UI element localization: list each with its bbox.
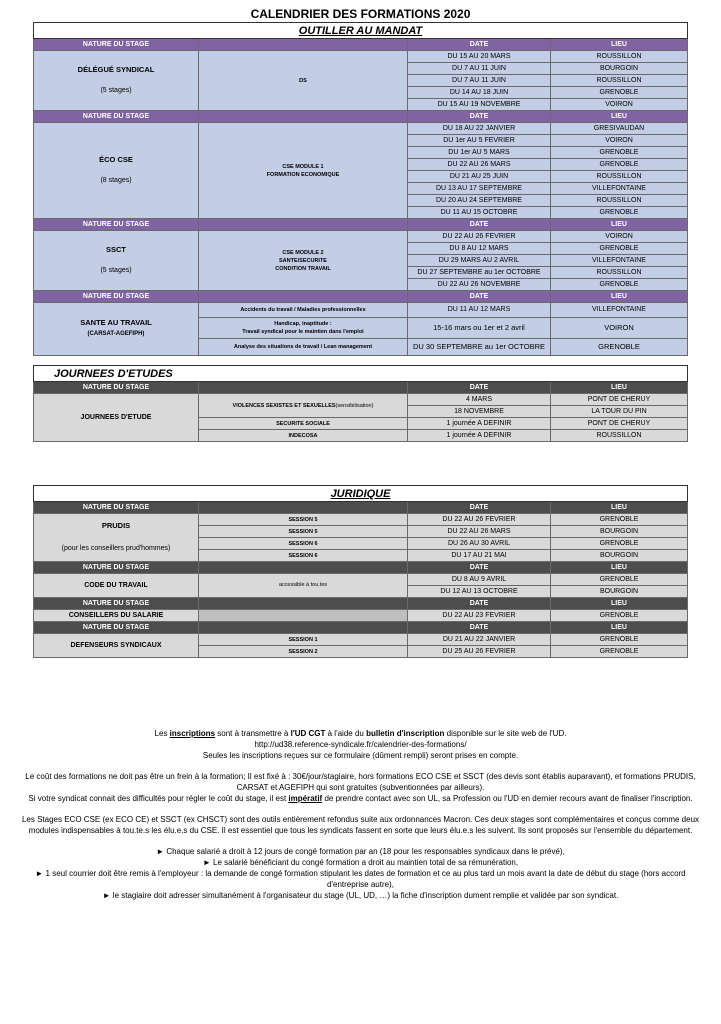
date-cell: DU 15 AU 20 MARS — [408, 51, 551, 63]
header-nature: NATURE DU STAGE — [34, 291, 199, 303]
module-cell: SESSION 5 — [199, 526, 408, 538]
header-lieu: LIEU — [551, 622, 688, 634]
site-link[interactable]: http://ud38.reference-syndicale.fr/calendrier-des-formations/ — [254, 740, 467, 749]
lieu-cell: ROUSSILLON — [551, 51, 688, 63]
header-date: DATE — [408, 111, 551, 123]
date-cell: DU 1er AU 5 MARS — [408, 147, 551, 159]
lieu-cell: ROUSSILLON — [551, 430, 688, 442]
date-cell: DU 21 AU 25 JUIN — [408, 171, 551, 183]
date-cell: 18 NOVEMBRE — [408, 406, 551, 418]
date-cell: DU 18 AU 22 JANVIER — [408, 123, 551, 135]
section-title-row — [34, 486, 688, 502]
date-cell: DU 25 AU 26 FEVRIER — [408, 646, 551, 658]
date-cell: DU 14 AU 18 JUIN — [408, 87, 551, 99]
bullet-item: ► Chaque salarié a droit à 12 jours de congé formation par an (18 pour les responsables syndicaux dans le prévé), — [156, 847, 565, 856]
date-cell: DU 22 AU 26 MARS — [408, 526, 551, 538]
table-row — [34, 394, 688, 406]
lieu-cell: VOIRON — [551, 135, 688, 147]
table-row — [34, 610, 688, 622]
header-lieu: LIEU — [551, 562, 688, 574]
nature-ssct: SSCT (5 stages) — [34, 231, 199, 291]
lieu-cell: GRENOBLE — [551, 147, 688, 159]
header-date: DATE — [408, 291, 551, 303]
header-lieu: LIEU — [551, 111, 688, 123]
lieu-cell: BOURGOIN — [551, 526, 688, 538]
lieu-cell: VILLEFONTAINE — [551, 183, 688, 195]
module-cell: SESSION 6 — [199, 538, 408, 550]
lieu-cell: VILLEFONTAINE — [551, 303, 688, 318]
date-cell: DU 11 AU 12 MARS — [408, 303, 551, 318]
header-nature: NATURE DU STAGE — [34, 598, 199, 610]
module-cell — [199, 610, 408, 622]
module-cell: SESSION 6 — [199, 550, 408, 562]
lieu-cell: VOIRON — [551, 318, 688, 339]
header-row — [34, 291, 688, 303]
header-lieu: LIEU — [551, 219, 688, 231]
date-cell: DU 22 AU 26 FEVRIER — [408, 514, 551, 526]
date-cell: DU 22 AU 23 FEVRIER — [408, 610, 551, 622]
date-cell: DU 27 SEPTEMBRE au 1er OCTOBRE — [408, 267, 551, 279]
date-cell: 4 MARS — [408, 394, 551, 406]
table-row — [34, 231, 688, 243]
date-cell: DU 22 AU 26 MARS — [408, 159, 551, 171]
date-cell: DU 8 AU 12 MARS — [408, 243, 551, 255]
date-cell: DU 15 AU 19 NOVEMBRE — [408, 99, 551, 111]
date-cell: DU 26 AU 30 AVRIL — [408, 538, 551, 550]
page-title: CALENDRIER DES FORMATIONS 2020 — [250, 7, 471, 21]
nature-prudis: PRUDIS (pour les conseillers prud'hommes) — [34, 514, 199, 562]
header-date: DATE — [408, 502, 551, 514]
module-ds: DS — [199, 51, 408, 111]
header-nature: NATURE DU STAGE — [34, 562, 199, 574]
lieu-cell: GRENOBLE — [551, 538, 688, 550]
nature-code: CODE DU TRAVAIL — [34, 574, 199, 598]
header-date: DATE — [408, 598, 551, 610]
lieu-cell: PONT DE CHERUY — [551, 394, 688, 406]
header-date: DATE — [408, 219, 551, 231]
header-nature: NATURE DU STAGE — [34, 39, 199, 51]
lieu-cell: GRENOBLE — [551, 159, 688, 171]
nature-defenseurs: DEFENSEURS SYNDICAUX — [34, 634, 199, 658]
nature-conseillers: CONSEILLERS DU SALARIE — [34, 610, 199, 622]
nature-ecocse: ÉCO CSE (8 stages) — [34, 123, 199, 219]
header-row — [34, 219, 688, 231]
date-cell: DU 12 AU 13 OCTOBRE — [408, 586, 551, 598]
date-cell: DU 30 SEPTEMBRE au 1er OCTOBRE — [408, 339, 551, 356]
juridique-table — [33, 485, 688, 658]
header-lieu: LIEU — [551, 598, 688, 610]
header-date: DATE — [408, 622, 551, 634]
module-cell: SESSION 5 — [199, 514, 408, 526]
date-cell: DU 7 AU 11 JUIN — [408, 63, 551, 75]
header-row — [34, 598, 688, 610]
header-row — [34, 502, 688, 514]
header-row — [34, 562, 688, 574]
header-nature: NATURE DU STAGE — [34, 382, 199, 394]
lieu-cell: GRENOBLE — [551, 634, 688, 646]
section-title-juridique: JURIDIQUE — [34, 486, 688, 502]
section-title-journees: JOURNEES D'ETUDES — [34, 366, 688, 382]
note-stages: Les Stages ECO CSE (ex ECO CE) et SSCT (ex CHSCT) sont des outils entièrement refondus suite aux ordonnances Macron. Ces deux stages sont complémentaires et conçus comme deux modules indispensables à tou.te.s les élu.e.s du CSE. Il est essentiel que tous les syndicats fassent en sorte que leurs élu.e.s les suivent. Ils sont proposés sur l'ensemble du département. — [21, 815, 700, 835]
header-row — [34, 39, 688, 51]
date-cell: 15-16 mars ou 1er et 2 avril — [408, 318, 551, 339]
header-date: DATE — [408, 562, 551, 574]
lieu-cell: GRENOBLE — [551, 646, 688, 658]
date-cell: DU 20 AU 24 SEPTEMBRE — [408, 195, 551, 207]
lieu-cell: BOURGOIN — [551, 550, 688, 562]
header-date: DATE — [408, 382, 551, 394]
lieu-cell: GRESIVAUDAN — [551, 123, 688, 135]
lieu-cell: GRENOBLE — [551, 339, 688, 356]
table-row — [34, 574, 688, 586]
bullet-item: ► 1 seul courrier doit être remis à l'employeur : la demande de congé formation stipulant les dates de formation et ce au plus tard un mois avant la date de début du stage (hors accord d'entreprise autre), — [35, 869, 686, 889]
module-code: accessible à tou.tes — [199, 574, 408, 598]
note-inscriptions: Les inscriptions sont à transmettre à l'UD CGT à l'aide du bulletin d'inscription disponible sur le site web de l'UD. http://ud38.reference-syndicale.fr/calendrier-des-formations/ Seules les inscriptions reçues sur ce formulaire (dûment rempli) seront prises en compte. — [154, 729, 567, 760]
header-row — [34, 111, 688, 123]
lieu-cell: GRENOBLE — [551, 574, 688, 586]
header-lieu: LIEU — [551, 502, 688, 514]
nature-delegue: DÉLÉGUÉ SYNDICAL (5 stages) — [34, 51, 199, 111]
journees-table — [33, 365, 688, 442]
module-violences: VIOLENCES SEXISTES ET SEXUELLES(sensibilisation) — [199, 394, 408, 418]
table-row — [34, 51, 688, 63]
lieu-cell: GRENOBLE — [551, 514, 688, 526]
module-cell: Analyse des situations de travail / Lean management — [199, 339, 408, 356]
date-cell: 1 journée A DEFINIR — [408, 430, 551, 442]
table-row — [34, 514, 688, 526]
header-lieu: LIEU — [551, 291, 688, 303]
section-title-outiller: OUTILLER AU MANDAT — [34, 23, 688, 39]
date-cell: DU 29 MARS AU 2 AVRIL — [408, 255, 551, 267]
date-cell: DU 21 AU 22 JANVIER — [408, 634, 551, 646]
lieu-cell: VOIRON — [551, 99, 688, 111]
nature-sante: SANTE AU TRAVAIL (CARSAT-AGEFIPH) — [34, 303, 199, 356]
header-nature: NATURE DU STAGE — [34, 622, 199, 634]
date-cell: DU 7 AU 11 JUIN — [408, 75, 551, 87]
lieu-cell: ROUSSILLON — [551, 267, 688, 279]
lieu-cell: GRENOBLE — [551, 243, 688, 255]
module-cell: SESSION 2 — [199, 646, 408, 658]
table-row — [34, 303, 688, 318]
bullet-item: ► le stagiaire doit adresser simultanément à l'organisateur du stage (UL, UD, …) la fiche d'inscription dument remplie et validée par son syndicat. — [102, 891, 619, 900]
lieu-cell: ROUSSILLON — [551, 75, 688, 87]
lieu-cell: GRENOBLE — [551, 207, 688, 219]
date-cell: DU 1er AU 5 FEVRIER — [408, 135, 551, 147]
lieu-cell: VILLEFONTAINE — [551, 255, 688, 267]
header-nature: NATURE DU STAGE — [34, 111, 199, 123]
header-nature: NATURE DU STAGE — [34, 219, 199, 231]
module-cell: Accidents du travail / Maladies professionnelles — [199, 303, 408, 318]
lieu-cell: BOURGOIN — [551, 586, 688, 598]
section-title-row — [34, 23, 688, 39]
date-cell: 1 journée A DEFINIR — [408, 418, 551, 430]
note-bullets — [20, 846, 701, 901]
module-cell: INDECOSA — [199, 430, 408, 442]
module-cell: Handicap, inaptitude : Travail syndical pour le maintien dans l'emploi — [199, 318, 408, 339]
section-title-row — [34, 366, 688, 382]
header-row — [34, 382, 688, 394]
lieu-cell: LA TOUR DU PIN — [551, 406, 688, 418]
notes — [20, 728, 701, 901]
module-cell: SECURITE SOCIALE — [199, 418, 408, 430]
header-date: DATE — [408, 39, 551, 51]
lieu-cell: ROUSSILLON — [551, 195, 688, 207]
date-cell: DU 22 AU 26 FEVRIER — [408, 231, 551, 243]
header-lieu: LIEU — [551, 39, 688, 51]
date-cell: DU 13 AU 17 SEPTEMBRE — [408, 183, 551, 195]
header-nature: NATURE DU STAGE — [34, 502, 199, 514]
note-cout: Le coût des formations ne doit pas être un frein à la formation; Il est fixé à : 30€/jour/stagiaire, hors formations ECO CSE et SSCT (des devis sont établis auparavant), et formations PRUDIS, CARSAT et AGEFIPH qui sont gratuites (subventionnées par ailleurs). Si votre syndicat connait des difficultés pour régler le coût du stage, il est impératif de prendre contact avec son UL, sa Profession ou l'UD en dernier recours avant de finaliser l'inscription. — [25, 772, 696, 803]
table-row — [34, 123, 688, 135]
date-cell: DU 17 AU 21 MAI — [408, 550, 551, 562]
date-cell: DU 11 AU 15 OCTOBRE — [408, 207, 551, 219]
header-lieu: LIEU — [551, 382, 688, 394]
date-cell: DU 8 AU 9 AVRIL — [408, 574, 551, 586]
lieu-cell: GRENOBLE — [551, 279, 688, 291]
bullet-item: ► Le salarié bénéficiant du congé formation a droit au maintien total de sa rémunération, — [202, 858, 519, 867]
nature-journees: JOURNEES D'ETUDE — [34, 394, 199, 442]
date-cell: DU 22 AU 26 NOVEMBRE — [408, 279, 551, 291]
lieu-cell: GRENOBLE — [551, 87, 688, 99]
outiller-table — [33, 22, 688, 356]
lieu-cell: BOURGOIN — [551, 63, 688, 75]
module-cse1: CSE MODULE 1 FORMATION ECONOMIQUE — [199, 123, 408, 219]
table-row — [34, 634, 688, 646]
lieu-cell: GRENOBLE — [551, 610, 688, 622]
lieu-cell: VOIRON — [551, 231, 688, 243]
module-cell: SESSION 1 — [199, 634, 408, 646]
lieu-cell: ROUSSILLON — [551, 171, 688, 183]
module-cse2: CSE MODULE 2 SANTE/SECURITE CONDITION TRAVAIL — [199, 231, 408, 291]
header-row — [34, 622, 688, 634]
lieu-cell: PONT DE CHERUY — [551, 418, 688, 430]
